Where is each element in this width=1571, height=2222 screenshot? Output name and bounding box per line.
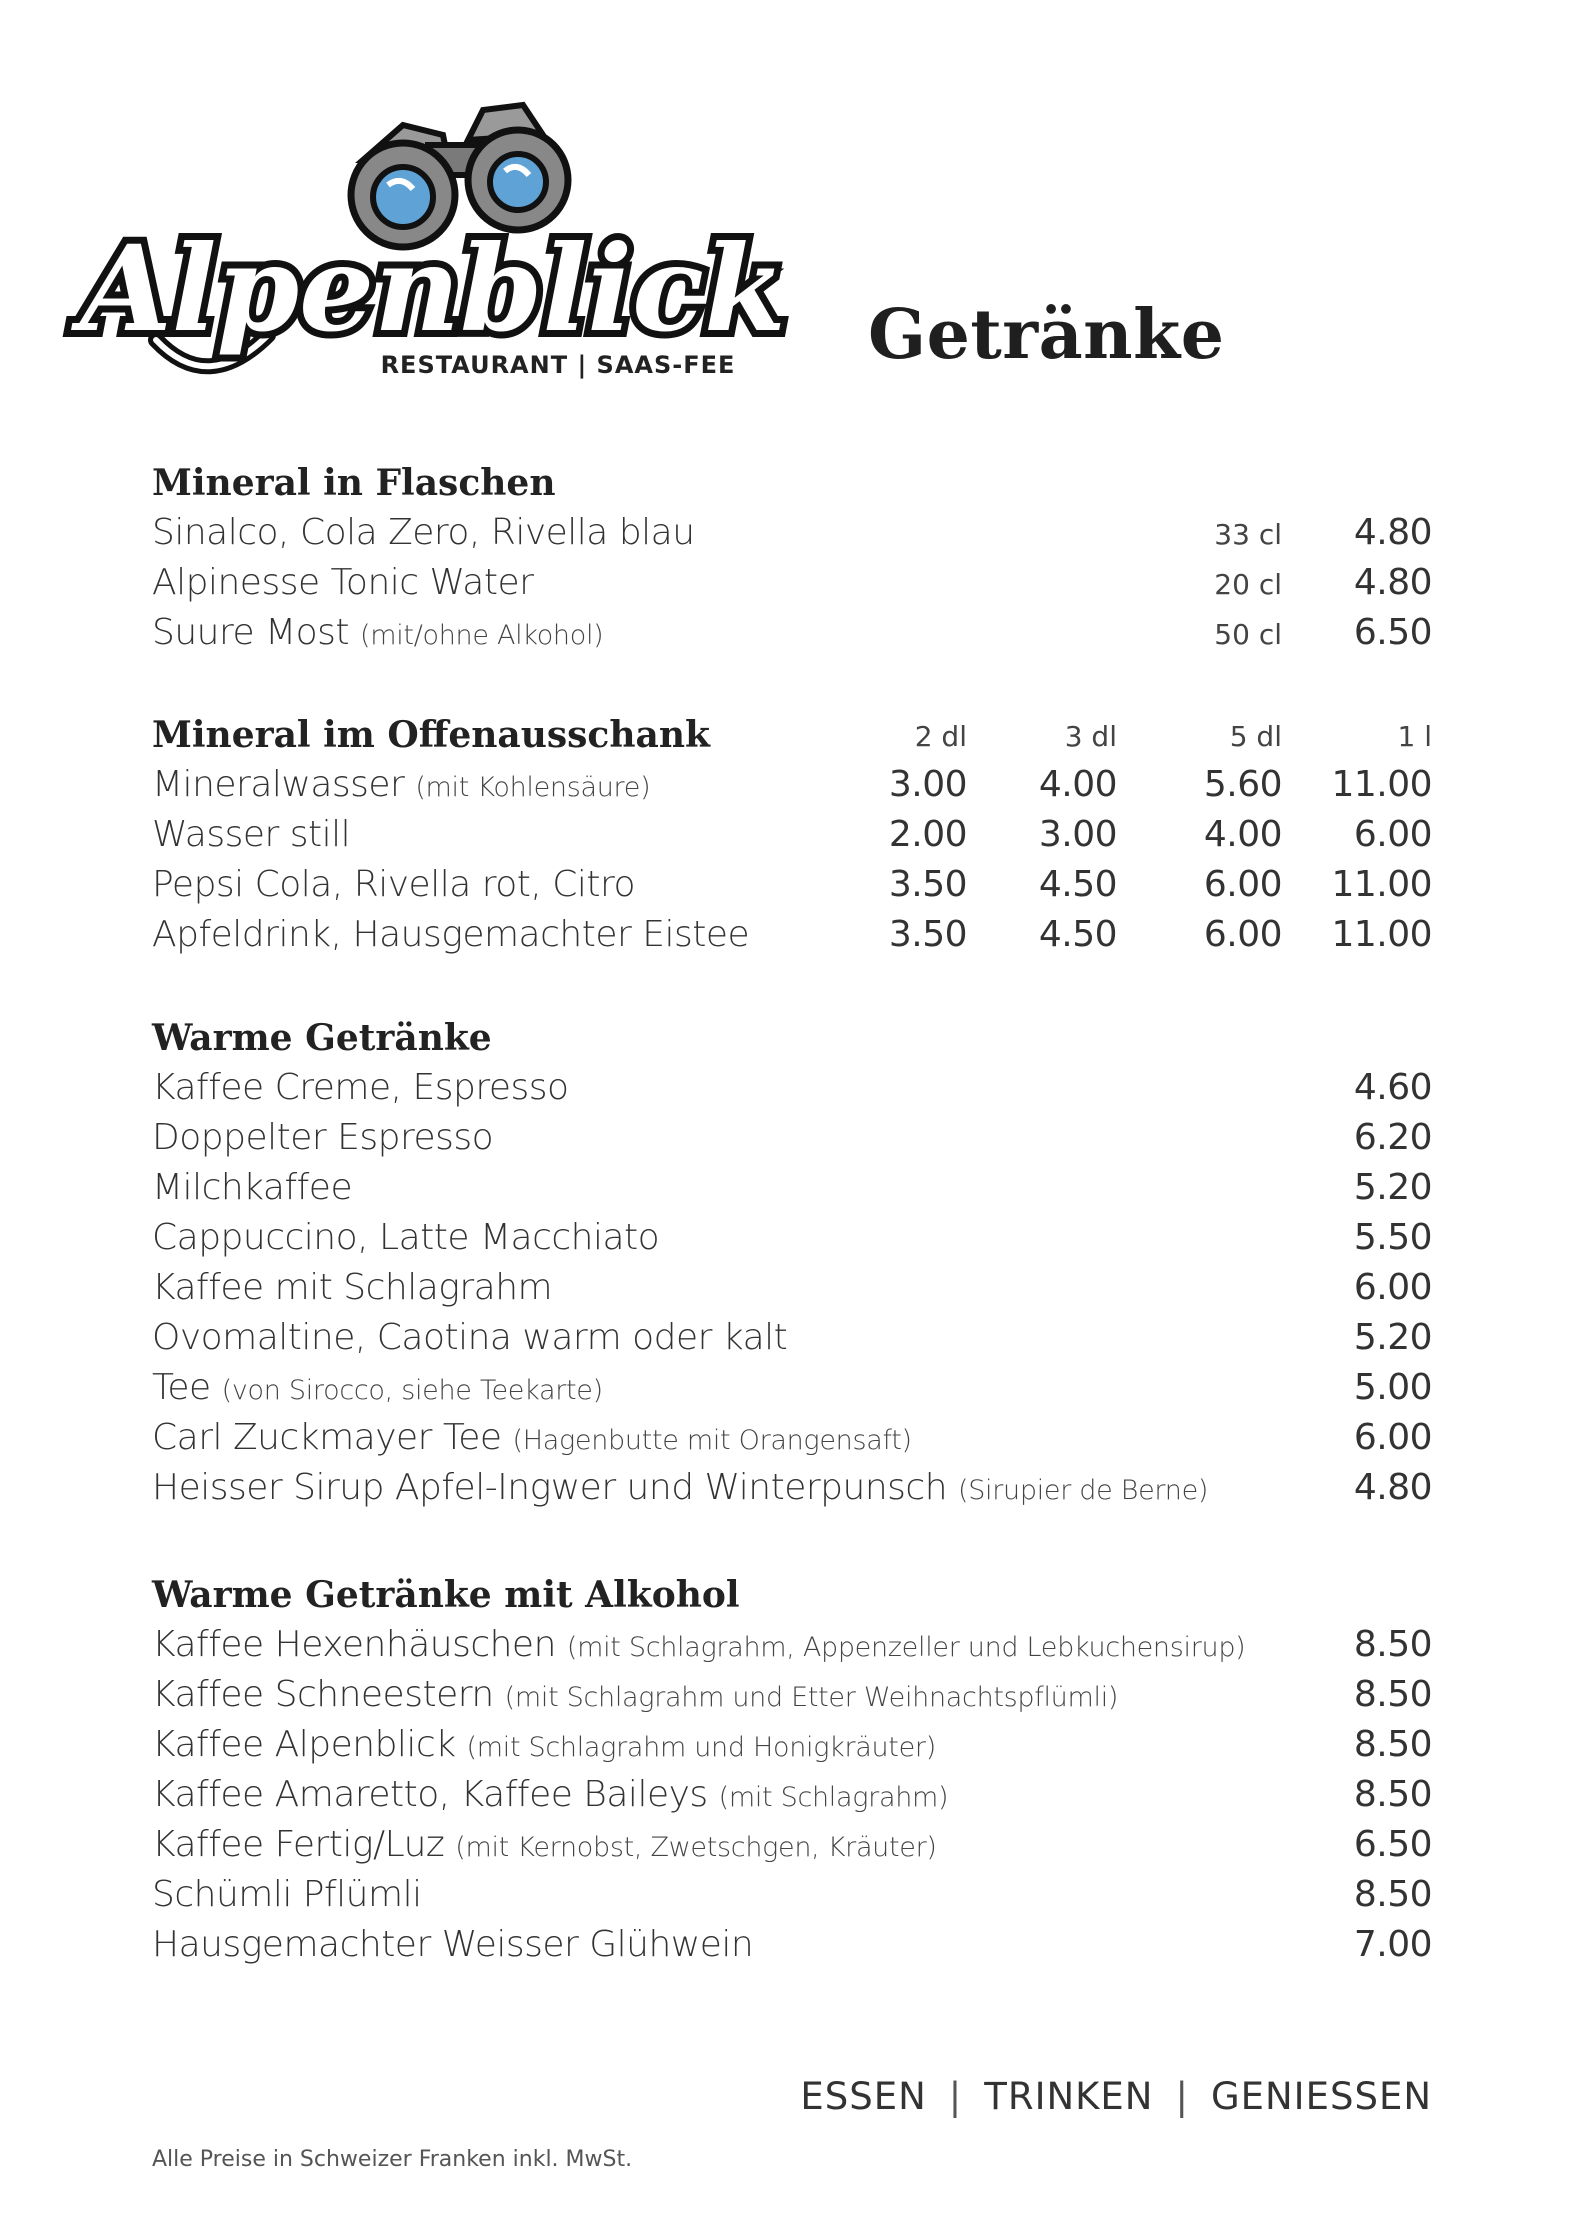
item-price: 5.20: [1353, 1167, 1432, 1208]
menu-item: [152, 1213, 1432, 1263]
menu-item: [152, 608, 1432, 658]
section-mineral-im-offenausschank: [152, 710, 1432, 960]
section-warme-getraenke-mit-alkohol: [152, 1570, 1432, 1970]
column-header: 1 l: [1397, 720, 1432, 753]
menu-item: [152, 1113, 1432, 1163]
menu-item: [152, 860, 1432, 910]
menu-item: [152, 810, 1432, 860]
column-header: 5 dl: [1229, 720, 1282, 753]
item-name: Milchkaffee: [152, 1167, 353, 1208]
item-price: 5.60: [1203, 764, 1282, 805]
menu-item: [152, 1920, 1432, 1970]
item-note: (Sirupier de Berne): [957, 1475, 1209, 1506]
price-footnote: Alle Preise in Schweizer Franken inkl. MwSt.: [152, 2147, 633, 2172]
item-name: Kaffee Creme, Espresso: [152, 1067, 569, 1108]
item-price: 8.50: [1353, 1624, 1432, 1665]
section-title: Warme Getränke: [152, 1017, 492, 1059]
item-name: Schümli Pflümli: [152, 1874, 422, 1915]
item-name: Tee: [152, 1367, 211, 1408]
page-title: Getränke: [868, 295, 1225, 375]
section-warme-getraenke: [152, 1013, 1432, 1513]
item-name: Kaffee Schneestern: [152, 1674, 494, 1715]
item-price: 6.00: [1203, 864, 1282, 905]
item-price: 5.50: [1353, 1217, 1432, 1258]
item-price: 6.50: [1353, 612, 1432, 653]
item-volume: 50 cl: [1214, 618, 1282, 651]
item-price: 4.80: [1353, 512, 1432, 553]
item-price: 11.00: [1331, 914, 1432, 955]
logo-script-text: Alpenblick: [80, 219, 786, 358]
item-price: 6.00: [1353, 1267, 1432, 1308]
item-price: 8.50: [1353, 1674, 1432, 1715]
item-price: 2.00: [888, 814, 967, 855]
item-price: 3.00: [1038, 814, 1117, 855]
item-price: 4.60: [1353, 1067, 1432, 1108]
item-note: (von Sirocco, siehe Teekarte): [221, 1375, 603, 1406]
item-volume: 33 cl: [1214, 518, 1282, 551]
menu-item: [152, 1413, 1432, 1463]
menu-item: [152, 760, 1432, 810]
item-price: 3.50: [888, 864, 967, 905]
item-note: (mit Schlagrahm, Appenzeller und Lebkuchensirup): [566, 1632, 1246, 1663]
item-price: 4.80: [1353, 562, 1432, 603]
section-title: Mineral in Flaschen: [152, 462, 556, 504]
item-note: (mit Schlagrahm und Honigkräuter): [466, 1732, 936, 1763]
restaurant-logo: [80, 105, 786, 385]
item-price: 4.80: [1353, 1467, 1432, 1508]
item-name: Ovomaltine, Caotina warm oder kalt: [152, 1317, 788, 1358]
item-name: Pepsi Cola, Rivella rot, Citro: [152, 864, 636, 905]
menu-item: [152, 1063, 1432, 1113]
item-name: Kaffee Amaretto, Kaffee Baileys: [152, 1774, 708, 1815]
menu-item: [152, 1770, 1432, 1820]
section-title: Mineral im Offenausschank: [152, 714, 710, 756]
tagline-geniessen: GENIESSEN: [1210, 2075, 1432, 2118]
tagline-trinken: TRINKEN: [984, 2075, 1154, 2118]
item-name: Apfeldrink, Hausgemachter Eistee: [152, 914, 750, 955]
item-price: 5.20: [1353, 1317, 1432, 1358]
binoculars-icon: [80, 105, 786, 385]
menu-item: [152, 1820, 1432, 1870]
item-price: 6.00: [1203, 914, 1282, 955]
item-price: 4.00: [1038, 764, 1117, 805]
menu-item: [152, 1870, 1432, 1920]
item-price: 4.00: [1203, 814, 1282, 855]
item-name: Kaffee mit Schlagrahm: [152, 1267, 553, 1308]
menu-item: [152, 508, 1432, 558]
menu-item: [152, 1263, 1432, 1313]
item-price: 6.50: [1353, 1824, 1432, 1865]
item-name: Mineralwasser: [152, 764, 405, 805]
menu-item: [152, 1163, 1432, 1213]
section-mineral-in-flaschen: [152, 458, 1432, 658]
item-name: Kaffee Hexenhäuschen: [152, 1624, 556, 1665]
item-name: Cappuccino, Latte Macchiato: [152, 1217, 660, 1258]
tagline-separator: |: [948, 2075, 963, 2118]
item-name: Hausgemachter Weisser Glühwein: [152, 1924, 754, 1965]
item-price: 4.50: [1038, 864, 1117, 905]
item-name: Kaffee Alpenblick: [152, 1724, 456, 1765]
item-price: 8.50: [1353, 1724, 1432, 1765]
item-note: (mit Kernobst, Zwetschgen, Kräuter): [455, 1832, 937, 1863]
item-note: (mit/ohne Alkohol): [360, 620, 604, 651]
item-price: 5.00: [1353, 1367, 1432, 1408]
item-price: 11.00: [1331, 764, 1432, 805]
column-header: 2 dl: [914, 720, 967, 753]
column-header: 3 dl: [1064, 720, 1117, 753]
tagline: [800, 2075, 1432, 2118]
item-note: (mit Schlagrahm und Etter Weihnachtspflümli): [504, 1682, 1119, 1713]
tagline-essen: ESSEN: [800, 2075, 927, 2118]
section-title: Warme Getränke mit Alkohol: [152, 1574, 740, 1616]
item-price: 11.00: [1331, 864, 1432, 905]
item-name: Kaffee Fertig/Luz: [152, 1824, 445, 1865]
logo-subtitle: RESTAURANT | SAAS-FEE: [380, 351, 736, 379]
menu-item: [152, 558, 1432, 608]
item-name: Doppelter Espresso: [152, 1117, 494, 1158]
menu-item: [152, 1620, 1432, 1670]
item-volume: 20 cl: [1214, 568, 1282, 601]
item-price: 8.50: [1353, 1774, 1432, 1815]
tagline-separator: |: [1175, 2075, 1189, 2118]
menu-item: [152, 1363, 1432, 1413]
item-price: 6.00: [1353, 814, 1432, 855]
item-price: 7.00: [1353, 1924, 1432, 1965]
item-name: Suure Most: [152, 612, 350, 653]
item-note: (Hagenbutte mit Orangensaft): [512, 1425, 912, 1456]
item-name: Heisser Sirup Apfel-Ingwer und Winterpunsch: [152, 1467, 948, 1508]
item-price: 3.00: [888, 764, 967, 805]
item-name: Wasser still: [152, 814, 351, 855]
item-price: 4.50: [1038, 914, 1117, 955]
menu-item: [152, 1313, 1432, 1363]
item-name: Sinalco, Cola Zero, Rivella blau: [152, 512, 695, 553]
item-note: (mit Schlagrahm): [718, 1782, 949, 1813]
item-name: Carl Zuckmayer Tee: [152, 1417, 502, 1458]
item-note: (mit Kohlensäure): [415, 772, 651, 803]
item-price: 3.50: [888, 914, 967, 955]
menu-item: [152, 1720, 1432, 1770]
menu-item: [152, 1670, 1432, 1720]
item-name: Alpinesse Tonic Water: [152, 562, 534, 603]
item-price: 6.20: [1353, 1117, 1432, 1158]
item-price: 8.50: [1353, 1874, 1432, 1915]
menu-item: [152, 1463, 1432, 1513]
menu-item: [152, 910, 1432, 960]
item-price: 6.00: [1353, 1417, 1432, 1458]
